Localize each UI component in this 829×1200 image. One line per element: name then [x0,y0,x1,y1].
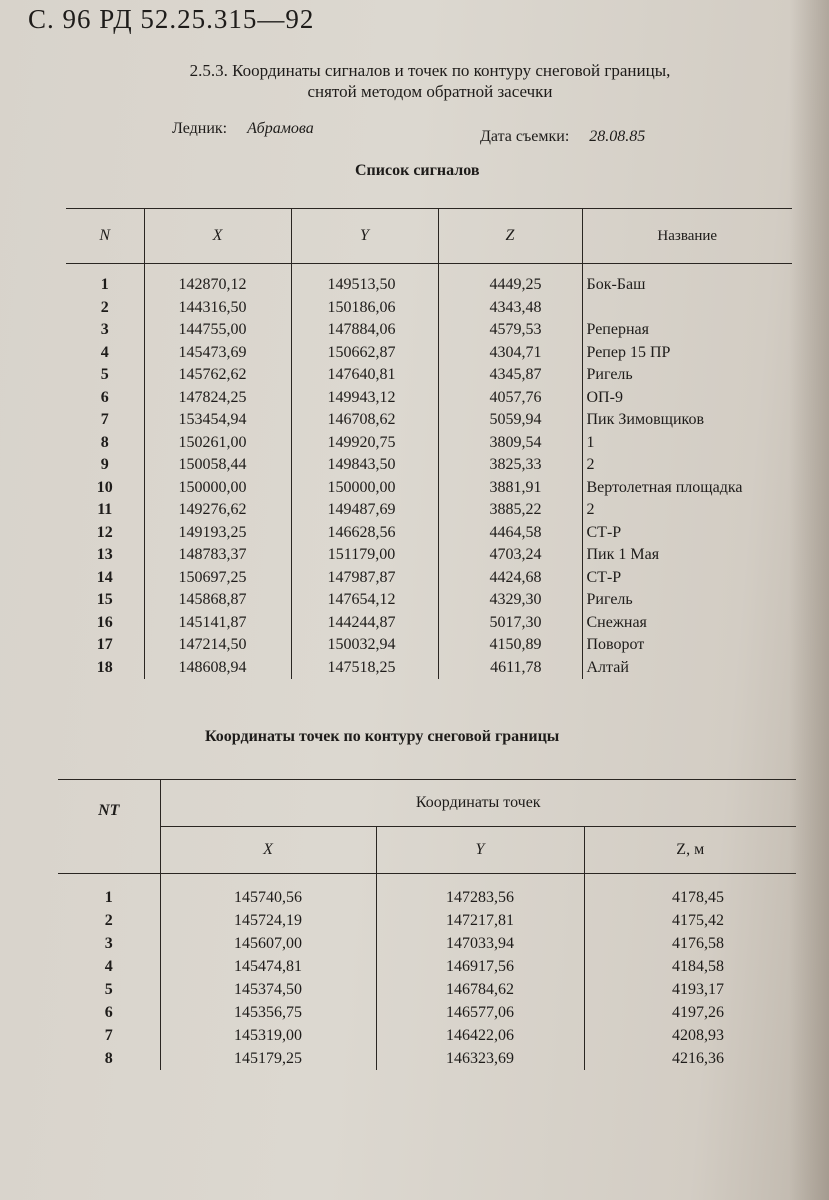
signal-row [66,522,792,545]
signal-x: 147214,50 [144,634,291,657]
point-number: 8 [104,1049,113,1067]
signal-row [66,499,792,522]
signal-z: 4329,30 [438,589,582,612]
snowline-point-row [58,955,796,978]
point-z: 4176,58 [584,932,796,955]
signal-number: 1 [100,276,109,294]
signal-number: 8 [100,433,109,451]
signal-name [582,297,792,320]
signal-number: 6 [100,388,109,406]
signal-x: 148608,94 [144,657,291,680]
signal-number: 3 [100,321,109,339]
signal-row [66,264,792,297]
point-z: 4216,36 [584,1047,796,1070]
signal-y: 149843,50 [291,454,438,477]
signal-number: 9 [100,456,109,474]
signal-z: 4345,87 [438,364,582,387]
signal-z: 3809,54 [438,432,582,455]
signal-x: 148783,37 [144,544,291,567]
column-header-nt: NT [58,780,160,874]
signal-number: 7 [100,411,109,429]
snowline-point-row [58,909,796,932]
signal-name: Пик 1 Мая [582,544,792,567]
snowline-header-row-1 [58,780,796,827]
signal-x: 150697,25 [144,567,291,590]
signal-name: Ригель [582,589,792,612]
survey-date-label: Дата съемки: [480,128,570,145]
signal-z: 3881,91 [438,477,582,500]
signal-z: 4579,53 [438,319,582,342]
point-y: 147283,56 [376,874,584,910]
snowline-point-row [58,1024,796,1047]
signal-z: 5059,94 [438,409,582,432]
signal-x: 149193,25 [144,522,291,545]
signal-y: 146628,56 [291,522,438,545]
signal-name: Ригель [582,364,792,387]
signal-x: 144316,50 [144,297,291,320]
page-header: С. 96 РД 52.25.315—92 [28,4,315,34]
glacier-info [172,120,314,138]
snowline-point-row [58,978,796,1001]
signals-title: Список сигналов [355,162,480,179]
point-number: 7 [104,1026,113,1044]
signal-name: СТ-Р [582,522,792,545]
point-y: 147217,81 [376,909,584,932]
signal-name: Бок-Баш [582,264,792,297]
point-x: 145740,56 [160,874,376,910]
point-y: 146323,69 [376,1047,584,1070]
signal-x: 145473,69 [144,342,291,365]
point-y: 146577,06 [376,1001,584,1024]
signal-row [66,477,792,500]
section-title-line-1: 2.5.3. Координаты сигналов и точек по контуру снеговой границы, [189,61,671,80]
point-x: 145179,25 [160,1047,376,1070]
signal-row [66,634,792,657]
survey-date-info [480,128,645,146]
signal-x: 150058,44 [144,454,291,477]
signal-z: 3885,22 [438,499,582,522]
signal-y: 150662,87 [291,342,438,365]
snowline-point-row [58,932,796,955]
signal-number: 16 [96,613,113,631]
point-x: 145607,00 [160,932,376,955]
signal-x: 145868,87 [144,589,291,612]
column-group-coordinates: Координаты точек [160,780,796,827]
signal-row [66,432,792,455]
signal-y: 147640,81 [291,364,438,387]
signal-number: 10 [96,478,113,496]
signal-row [66,364,792,387]
signal-row [66,342,792,365]
point-x: 145474,81 [160,955,376,978]
signal-row [66,319,792,342]
signal-y: 144244,87 [291,612,438,635]
glacier-label: Ледник: [172,120,228,137]
signal-name: Реперная [582,319,792,342]
column-header-x: X [144,209,291,264]
section-title-line-2: снятой методом обратной засечки [307,82,553,101]
point-z: 4184,58 [584,955,796,978]
signal-row [66,544,792,567]
signal-name: 1 [582,432,792,455]
signal-y: 150186,06 [291,297,438,320]
signal-x: 153454,94 [144,409,291,432]
signal-number: 17 [96,636,113,654]
signal-y: 147518,25 [291,657,438,680]
signal-x: 147824,25 [144,387,291,410]
point-y: 147033,94 [376,932,584,955]
signal-name: 2 [582,499,792,522]
signal-x: 150000,00 [144,477,291,500]
signal-x: 149276,62 [144,499,291,522]
signal-z: 3825,33 [438,454,582,477]
survey-date-value: 28.08.85 [589,128,646,145]
signal-row [66,409,792,432]
signal-z: 4150,89 [438,634,582,657]
column-header-x: X [160,827,376,874]
signal-name: Репер 15 ПР [582,342,792,365]
point-z: 4178,45 [584,874,796,910]
point-y: 146917,56 [376,955,584,978]
column-header-y: Y [376,827,584,874]
signal-z: 4464,58 [438,522,582,545]
signal-z: 4424,68 [438,567,582,590]
signal-number: 15 [96,591,113,609]
point-number: 1 [104,888,113,906]
signal-number: 2 [100,298,109,316]
glacier-value: Абрамова [247,120,314,137]
point-y: 146784,62 [376,978,584,1001]
signal-y: 146708,62 [291,409,438,432]
signal-number: 5 [100,366,109,384]
signal-y: 149513,50 [291,264,438,297]
signals-table [66,208,792,679]
signal-y: 147987,87 [291,567,438,590]
point-number: 4 [104,957,113,975]
point-number: 6 [104,1003,113,1021]
signal-number: 11 [97,501,113,519]
signal-z: 4304,71 [438,342,582,365]
signal-row [66,297,792,320]
point-number: 2 [104,911,113,929]
signal-y: 150032,94 [291,634,438,657]
snowline-point-row [58,1001,796,1024]
point-number: 3 [104,934,113,952]
signal-name: Снежная [582,612,792,635]
point-x: 145356,75 [160,1001,376,1024]
signal-z: 4611,78 [438,657,582,680]
signal-z: 4057,76 [438,387,582,410]
signal-y: 149487,69 [291,499,438,522]
section-title [100,60,760,102]
signal-name: 2 [582,454,792,477]
signal-y: 149920,75 [291,432,438,455]
signal-name: Поворот [582,634,792,657]
point-z: 4175,42 [584,909,796,932]
signal-y: 150000,00 [291,477,438,500]
point-z: 4193,17 [584,978,796,1001]
point-z: 4208,93 [584,1024,796,1047]
signal-z: 4449,25 [438,264,582,297]
signal-row [66,612,792,635]
signal-y: 151179,00 [291,544,438,567]
point-x: 145374,50 [160,978,376,1001]
signal-y: 149943,12 [291,387,438,410]
column-header-y: Y [291,209,438,264]
signal-y: 147884,06 [291,319,438,342]
column-header-z: Z, м [584,827,796,874]
point-x: 145319,00 [160,1024,376,1047]
signal-row [66,454,792,477]
snowline-header-row-2 [58,827,796,874]
snowline-point-row [58,874,796,910]
signal-number: 14 [96,568,113,586]
signal-name: Алтай [582,657,792,680]
signal-number: 4 [100,343,109,361]
signal-row [66,567,792,590]
signal-x: 144755,00 [144,319,291,342]
signal-x: 150261,00 [144,432,291,455]
signal-z: 4343,48 [438,297,582,320]
column-header-name: Название [582,209,792,264]
snowline-title: Координаты точек по контуру снеговой границы [205,728,560,745]
signal-number: 18 [96,658,113,676]
snowline-table [58,779,796,1070]
column-header-n: N [66,209,144,264]
signal-y: 147654,12 [291,589,438,612]
signal-number: 12 [96,523,113,541]
point-number: 5 [104,980,113,998]
signal-name: ОП-9 [582,387,792,410]
column-header-z: Z [438,209,582,264]
signal-row [66,657,792,680]
point-x: 145724,19 [160,909,376,932]
signal-x: 142870,12 [144,264,291,297]
signal-z: 5017,30 [438,612,582,635]
point-y: 146422,06 [376,1024,584,1047]
signals-header-row [66,209,792,264]
snowline-point-row [58,1047,796,1070]
signal-x: 145762,62 [144,364,291,387]
signal-row [66,589,792,612]
signal-name: СТ-Р [582,567,792,590]
signal-name: Пик Зимовщиков [582,409,792,432]
signal-number: 13 [96,546,113,564]
signal-name: Вертолетная площадка [582,477,792,500]
signal-z: 4703,24 [438,544,582,567]
point-z: 4197,26 [584,1001,796,1024]
signal-x: 145141,87 [144,612,291,635]
signal-row [66,387,792,410]
